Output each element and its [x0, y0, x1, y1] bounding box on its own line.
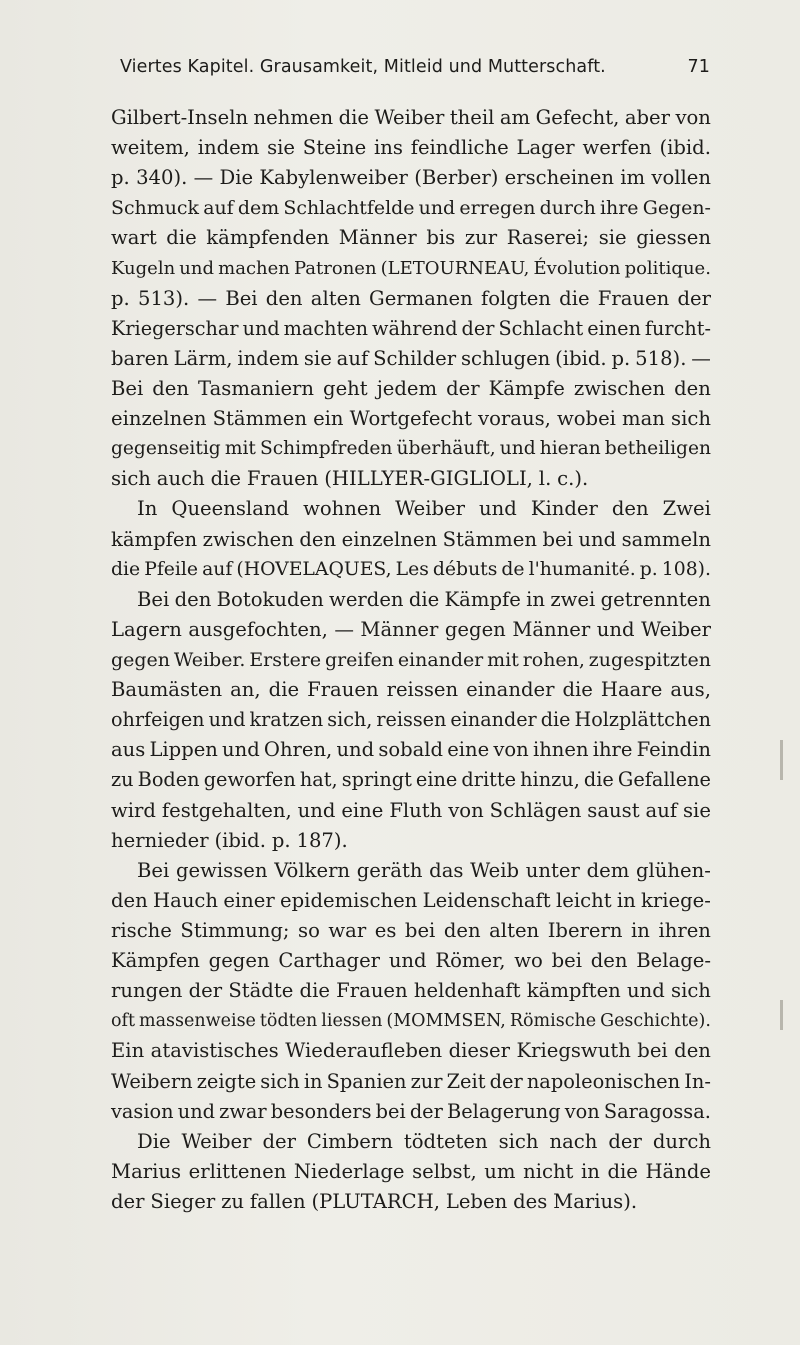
text-line: baren Lärm, indem sie auf Schilder schlugen (ibid. p. 518). — — [111, 346, 711, 370]
text-line: Schmuck auf dem Schlachtfelde und erregen durch ihre Gegen- — [111, 197, 711, 220]
text-line: weitem, indem sie Steine ins feindliche Lager werfen (ibid. — [111, 136, 711, 160]
running-title: Viertes Kapitel. Grausamkeit, Mitleid und Mutterschaft. — [120, 57, 606, 77]
text-line: einzelnen Stämmen ein Wortgefecht voraus, wobei man sich — [111, 407, 711, 431]
page-edge-mark — [780, 1000, 783, 1030]
body-text — [111, 103, 711, 1217]
text-line: hernieder (ibid. p. 187). — [111, 828, 348, 852]
text-line: der Sieger zu fallen (PLUTARCH, Leben des Marius). — [111, 1189, 638, 1213]
text-line: Die Weiber der Cimbern tödteten sich nach der durch — [137, 1129, 711, 1153]
text-line: Bei gewissen Völkern geräth das Weib unter dem glühen- — [137, 858, 711, 882]
text-line: Baumästen an, die Frauen reissen einander die Haare aus, — [111, 678, 711, 702]
text-line: Ein atavistisches Wiederaufleben dieser Kriegswuth bei den — [111, 1039, 711, 1063]
text-line: sich auch die Frauen (HILLYER-GIGLIOLI, l. c.). — [111, 467, 589, 491]
text-line: Kämpfen gegen Carthager und Römer, wo bei den Belage- — [111, 949, 711, 973]
text-line: p. 340). — Die Kabylenweiber (Berber) erscheinen im vollen — [111, 166, 711, 190]
text-line: wart die kämpfenden Männer bis zur Raserei; sie giessen — [111, 226, 711, 250]
text-line: Bei den Tasmaniern geht jedem der Kämpfe zwischen den — [111, 376, 711, 400]
text-line: ohrfeigen und kratzen sich, reissen einander die Holzplättchen — [111, 708, 711, 732]
text-line: p. 513). — Bei den alten Germanen folgten die Frauen der — [111, 286, 711, 310]
text-line: Kriegerschar und machten während der Schlacht einen furcht- — [111, 316, 711, 340]
page-edge-mark — [780, 740, 783, 780]
text-line: Bei den Botokuden werden die Kämpfe in zwei getrennten — [137, 587, 711, 611]
text-line: Gilbert-Inseln nehmen die Weiber theil am Gefecht, aber von — [111, 106, 711, 129]
text-line: aus Lippen und Ohren, und sobald eine von ihnen ihre Feindin — [111, 738, 711, 762]
text-line: gegenseitig mit Schimpfreden überhäuft, und hieran betheiligen — [111, 438, 711, 460]
text-line: rische Stimmung; so war es bei den alten Iberern in ihren — [111, 918, 711, 942]
page-number: 71 — [687, 57, 710, 77]
text-line: die Pfeile auf (HOVELAQUES, Les débuts de l'humanité. p. 108). — [111, 558, 711, 580]
text-line: Kugeln und machen Patronen (LETOURNEAU, Évolution politique. — [111, 257, 711, 279]
text-line: wird festgehalten, und eine Fluth von Schlägen saust auf sie — [111, 798, 711, 822]
text-line: Lagern ausgefochten, — Männer gegen Männer und Weiber — [111, 617, 711, 641]
text-line: vasion und zwar besonders bei der Belagerung von Saragossa. — [111, 1099, 711, 1123]
text-line: rungen der Städte die Frauen heldenhaft kämpften und sich — [111, 979, 711, 1003]
text-line: kämpfen zwischen den einzelnen Stämmen bei und sammeln — [111, 527, 711, 551]
text-line: zu Boden geworfen hat, springt eine dritte hinzu, die Gefallene — [111, 768, 711, 792]
text-line: den Hauch einer epidemischen Leidenschaft leicht in kriege- — [111, 888, 711, 912]
text-line: oft massenweise tödten liessen (MOMMSEN, Römische Geschichte). — [111, 1011, 711, 1032]
running-head — [108, 57, 708, 87]
text-line: Weibern zeigte sich in Spanien zur Zeit der napoleonischen In- — [111, 1069, 711, 1093]
text-line: Marius erlittenen Niederlage selbst, um nicht in die Hände — [111, 1159, 711, 1183]
text-line: In Queensland wohnen Weiber und Kinder den Zwei — [137, 497, 711, 521]
text-line: gegen Weiber. Erstere greifen einander mit rohen, zugespitzten — [111, 648, 711, 671]
